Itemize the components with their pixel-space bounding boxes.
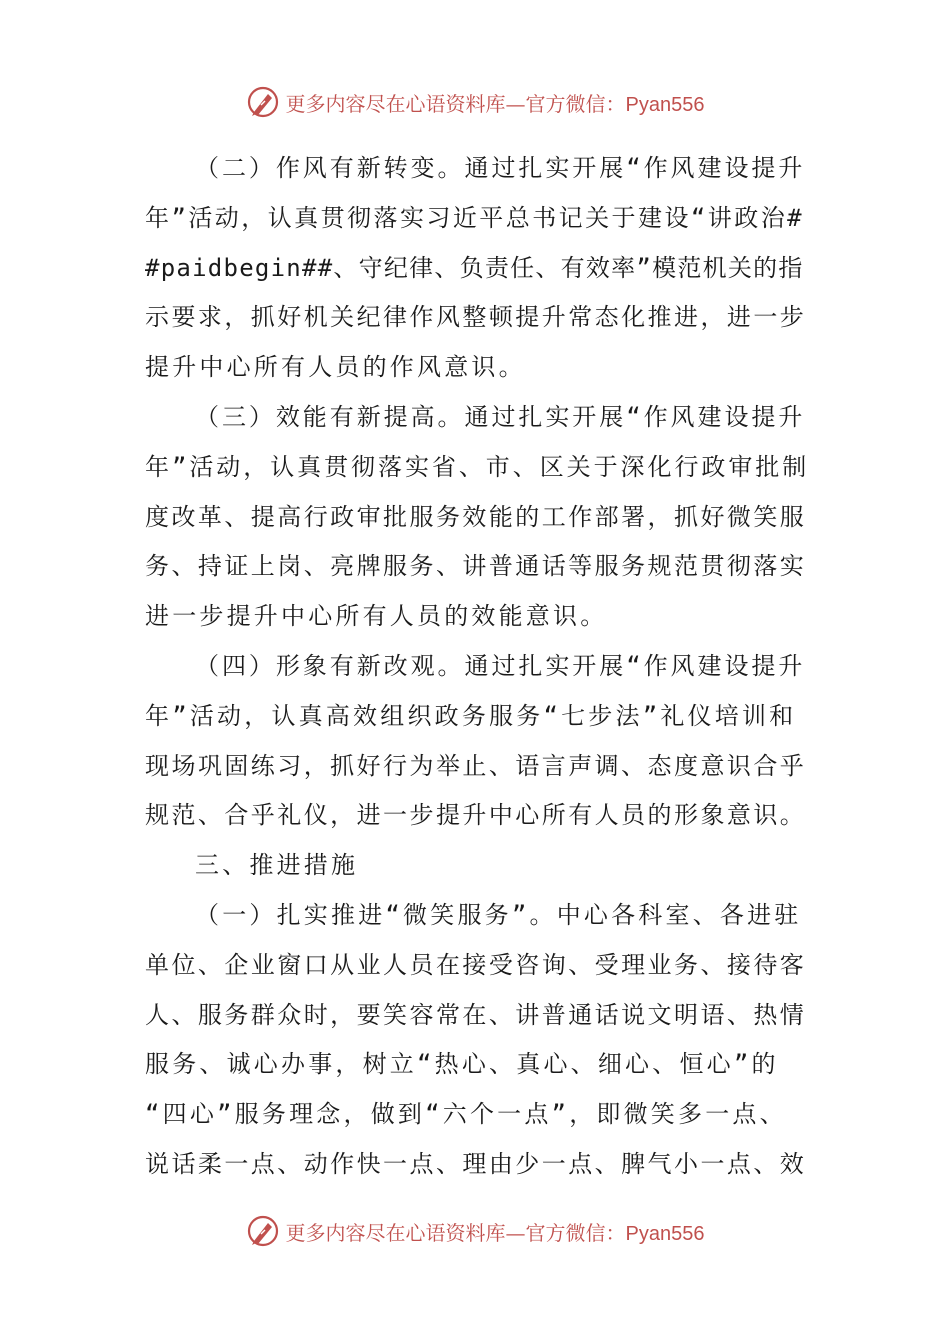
wechat-id: Pyan556 <box>625 93 705 116</box>
paragraph-line: 年”活动，认真贯彻落实习近平总书记关于建设“讲政治# <box>145 203 805 232</box>
banner-text: 更多内容尽在心语资料库—官方微信：Pyan556 <box>285 1220 705 1245</box>
pen-nib-logo-icon <box>246 85 280 119</box>
document-body <box>145 144 810 1190</box>
paragraph-line: 单位、企业窗口从业人员在接受咨询、受理业务、接待客 <box>145 950 807 979</box>
paragraph-line: 说话柔一点、动作快一点、理由少一点、脾气小一点、效 <box>145 1149 807 1178</box>
paragraph-line: 规范、合乎礼仪，进一步提升中心所有人员的形象意识。 <box>145 801 807 830</box>
paragraph-line: （一）扎实推进“微笑服务”。中心各科室、各进驻 <box>195 900 802 929</box>
paragraph-line: 年”活动，认真贯彻落实省、市、区关于深化行政审批制 <box>145 452 810 481</box>
pen-nib-logo-icon <box>246 1214 280 1248</box>
paragraph-line: （三）效能有新提高。通过扎实开展“作风建设提升 <box>195 402 806 431</box>
paragraph-line: 三、推进措施 <box>195 851 359 880</box>
footer-banner <box>0 1211 950 1251</box>
paragraph-line: 进一步提升中心所有人员的效能意识。 <box>145 602 608 631</box>
header-banner <box>0 82 950 122</box>
paragraph-line: 度改革、提高行政审批服务效能的工作部署，抓好微笑服 <box>145 502 807 531</box>
paragraph-line: （四）形象有新改观。通过扎实开展“作风建设提升 <box>195 651 806 680</box>
paragraph-line: 服务、诚心办事，树立“热心、真心、细心、恒心”的 <box>145 1050 779 1079</box>
paragraph-line: 务、持证上岗、亮牌服务、讲普通话等服务规范贯彻落实 <box>145 552 807 581</box>
paragraph-line: 年”活动，认真高效组织政务服务“七步法”礼仪培训和 <box>145 701 797 730</box>
paragraph-line: #paidbegin##、守纪律、负责任、有效率”模范机关的指 <box>145 253 804 282</box>
banner-text: 更多内容尽在心语资料库—官方微信：Pyan556 <box>285 91 705 116</box>
paragraph-line: （二）作风有新转变。通过扎实开展“作风建设提升 <box>195 154 806 182</box>
wechat-id: Pyan556 <box>625 1222 705 1245</box>
paragraph-line: 现场巩固练习，抓好行为举止、语言声调、态度意识合乎 <box>145 751 807 780</box>
paragraph-line: “四心”服务理念，做到“六个一点”，即微笑多一点、 <box>145 1100 787 1129</box>
paragraph-line: 示要求，抓好机关纪律作风整顿提升常态化推进，进一步 <box>145 303 807 332</box>
paragraph-line: 提升中心所有人员的作风意识。 <box>145 353 526 382</box>
paragraph-line: 人、服务群众时，要笑容常在、讲普通话说文明语、热情 <box>145 1000 807 1029</box>
